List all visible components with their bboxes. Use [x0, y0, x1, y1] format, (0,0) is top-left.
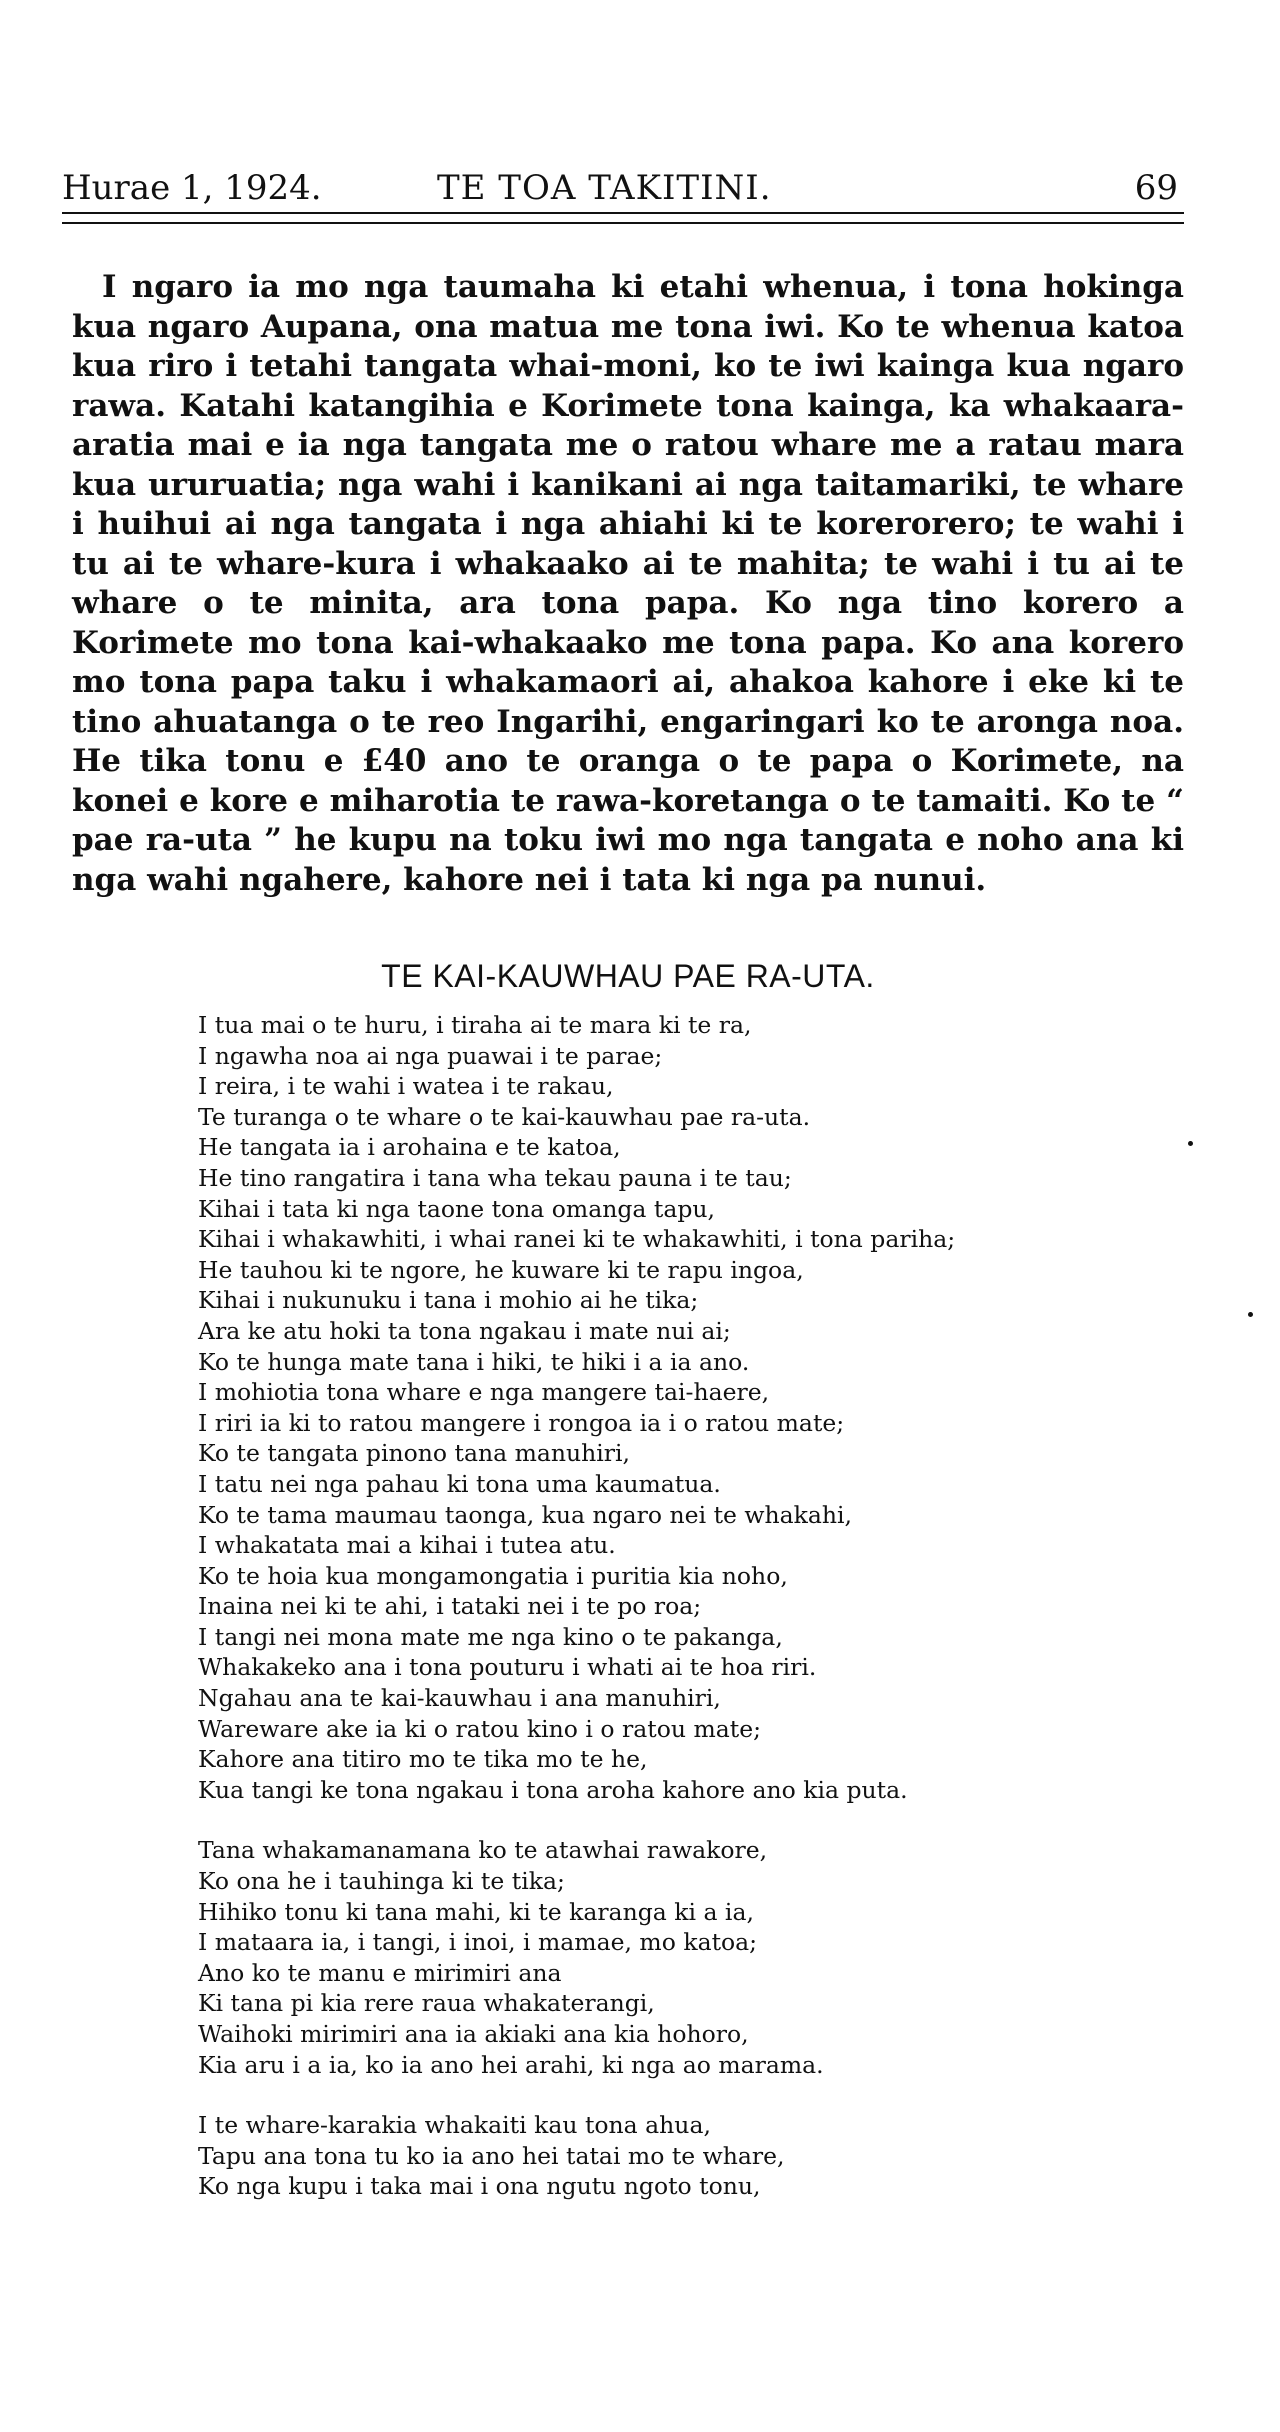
prose-paragraph: I ngaro ia mo nga taumaha ki etahi whenua, i tona hokinga kua ngaro Aupana, ona matua me tona iwi. Ko te whenua katoa kua riro i tetahi tangata whai-moni, ko te iwi kainga kua ngaro rawa. Katahi katangihia e Korimete tona kainga, ka whakaara-aratia mai e ia nga tangata me o ratou whare me a ratau mara kua ururuatia; nga wahi i kanikani ai nga taitamariki, te whare i huihui ai nga tangata i nga ahiahi ki te korerorero; te wahi i tu ai te whare-kura i whakaako ai te mahita; te wahi i tu ai te whare o te minita, ara tona papa. Ko nga tino korero a Korimete mo tona kai-whakaako me tona papa. Ko ana korero mo tona papa taku i whakamaori ai, ahakoa kahore i eke ki te tino ahuatanga o te reo Ingarihi, engaringari ko te aronga noa. He tika tonu e £40 ano te oranga o te papa o Korimete, na konei e kore e miharotia te rawa-koretanga o te tamaiti. Ko te “ pae ra-uta ” he kupu na toku iwi mo nga tangata e noho ana ki nga wahi ngahere, kahore nei i tata ki nga pa nunui. — [72, 269, 1184, 898]
page-number: 69 — [1134, 168, 1178, 208]
stray-dot-mark — [1188, 1141, 1193, 1146]
poem-line: I whakatata mai a kihai i tutea atu. — [198, 1531, 616, 1560]
poem-line: Wareware ake ia ki o ratou kino i o ratou mate; — [198, 1714, 762, 1743]
poem-line: Te turanga o te whare o te kai-kauwhau pae ra-uta. — [198, 1102, 811, 1131]
poem-body — [198, 1010, 1198, 2202]
poem-stanza — [198, 1835, 1198, 2080]
poem-line: I tangi nei mona mate me nga kino o te pakanga, — [198, 1622, 783, 1651]
poem-line: Ngahau ana te kai-kauwhau i ana manuhiri, — [198, 1684, 721, 1713]
poem-line: Kihai i whakawhiti, i whai ranei ki te whakawhiti, i tona pariha; — [198, 1225, 956, 1254]
poem-line: Kihai i tata ki nga taone tona omanga tapu, — [198, 1194, 715, 1223]
poem-stanza — [198, 2110, 1198, 2202]
poem-line: I te whare-karakia whakaiti kau tona ahua, — [198, 2111, 711, 2140]
poem-line: Kihai i nukunuku i tana i mohio ai he tika; — [198, 1286, 699, 1315]
header-rule-bottom — [62, 222, 1184, 224]
stray-dot-mark — [1248, 1312, 1253, 1317]
poem-line: I mataara ia, i tangi, i inoi, i mamae, mo katoa; — [198, 1928, 758, 1957]
poem-line: Tapu ana tona tu ko ia ano hei tatai mo te whare, — [198, 2141, 785, 2170]
poem-line: He tauhou ki te ngore, he kuware ki te rapu ingoa, — [198, 1255, 804, 1284]
poem-line: I ngawha noa ai nga puawai i te parae; — [198, 1041, 663, 1070]
poem-line: Ko te hunga mate tana i hiki, te hiki i a ia ano. — [198, 1347, 750, 1376]
poem-line: He tangata ia i arohaina e te katoa, — [198, 1133, 621, 1162]
poem-line: I mohiotia tona whare e nga mangere tai-haere, — [198, 1378, 770, 1407]
poem-line: Ara ke atu hoki ta tona ngakau i mate nui ai; — [198, 1316, 731, 1345]
poem-line: Hihiko tonu ki tana mahi, ki te karanga ki a ia, — [198, 1897, 754, 1926]
poem-line: I riri ia ki to ratou mangere i rongoa ia i o ratou mate; — [198, 1408, 845, 1437]
poem-line: He tino rangatira i tana wha tekau pauna i te tau; — [198, 1163, 792, 1192]
poem-line: Ano ko te manu e mirimiri ana — [198, 1958, 562, 1987]
poem-line: Ki tana pi kia rere raua whakaterangi, — [198, 1989, 655, 2018]
poem-line: I tatu nei nga pahau ki tona uma kaumatua. — [198, 1469, 721, 1498]
poem-line: Ko te tangata pinono tana manuhiri, — [198, 1439, 631, 1468]
poem-line: Inaina nei ki te ahi, i tataki nei i te po roa; — [198, 1592, 702, 1621]
poem-line: Ko te hoia kua mongamongatia i puritia kia noho, — [198, 1561, 788, 1590]
poem-line: Ko te tama maumau taonga, kua ngaro nei te whakahi, — [198, 1500, 853, 1529]
poem-line: Waihoki mirimiri ana ia akiaki ana kia hohoro, — [198, 2020, 749, 2048]
poem-line: Tana whakamanamana ko te atawhai rawakore, — [198, 1836, 768, 1865]
header-title: TE TOA TAKITINI. — [437, 168, 772, 208]
header-rule-top — [62, 212, 1184, 214]
poem-line: Kua tangi ke tona ngakau i tona aroha kahore ano kia puta. — [198, 1775, 908, 1804]
poem-line: Ko ona he i tauhinga ki te tika; — [198, 1867, 565, 1896]
header-date: Hurae 1, 1924. — [62, 168, 322, 208]
poem-line: Whakakeko ana i tona pouturu i whati ai te hoa riri. — [198, 1653, 817, 1682]
poem-line: Ko nga kupu i taka mai i ona ngutu ngoto tonu, — [198, 2172, 761, 2201]
poem-line: I reira, i te wahi i watea i te rakau, — [198, 1072, 614, 1101]
running-header — [62, 160, 1184, 208]
poem-stanza — [198, 1010, 1198, 1805]
poem-line: Kia aru i a ia, ko ia ano hei arahi, ki nga ao marama. — [198, 2050, 824, 2079]
poem-title: TE KAI-KAUWHAU PAE RA-UTA. — [381, 958, 875, 994]
poem-line: I tua mai o te huru, i tiraha ai te mara ki te ra, — [198, 1011, 752, 1039]
poem-line: Kahore ana titiro mo te tika mo te he, — [198, 1745, 648, 1774]
